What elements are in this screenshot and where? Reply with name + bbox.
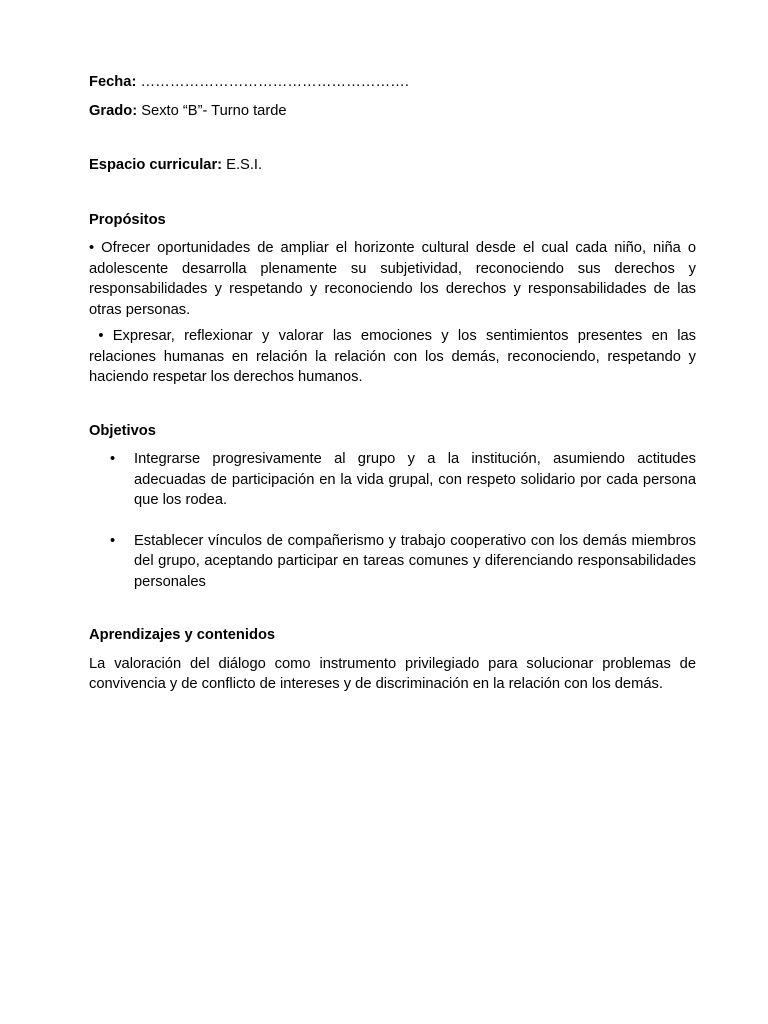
aprendizajes-heading: Aprendizajes y contenidos	[89, 627, 276, 643]
proposito-item: • Expresar, reflexionar y valorar las emociones y los sentimientos presentes en las relaciones humanas en relación la relación con los demás, reconociendo, respetando y haciendo respetar los derechos humanos.	[89, 328, 701, 385]
document-body	[89, 72, 701, 695]
proposito-item: • Ofrecer oportunidades de ampliar el horizonte cultural desde el cual cada niño, niña o adolescente desarrolla plenamente su subjetividad, reconociendo sus derechos y responsabilidades y respetando y reconociendo los derechos y responsabilidades de las otras personas.	[89, 240, 696, 318]
grado-line	[89, 101, 696, 122]
grado-label: Grado:	[89, 102, 138, 119]
propositos-heading: Propósitos	[89, 211, 166, 228]
fecha-line	[89, 72, 696, 93]
bullet: •	[110, 532, 116, 549]
espacio-value: E.S.I.	[226, 157, 263, 173]
objetivos-list	[89, 449, 696, 592]
bullet: •	[110, 451, 116, 467]
fecha-value: ……………………………………………….	[140, 74, 409, 90]
objetivo-text: Establecer vínculos de compañerismo y trabajo cooperativo con los demás miembros del grupo, aceptando participar en tareas comunes y diferenciando responsabilidades personales	[134, 532, 696, 590]
list-item	[89, 531, 696, 593]
grado-value: Sexto “B”- Turno tarde	[141, 102, 287, 119]
espacio-line	[89, 155, 696, 176]
list-item	[89, 449, 696, 511]
aprendizajes-text: La valoración del diálogo como instrumento privilegiado para solucionar problemas de convivencia y de conflicto de intereses y de discriminación en la relación con los demás.	[89, 655, 696, 692]
objetivos-heading: Objetivos	[89, 422, 156, 439]
fecha-label: Fecha:	[89, 74, 137, 90]
objetivo-text: Integrarse progresivamente al grupo y a la institución, asumiendo actitudes adecuadas de participación en la vida grupal, con respeto solidario por cada persona que los rodea.	[134, 451, 696, 508]
espacio-label: Espacio curricular:	[89, 157, 223, 173]
